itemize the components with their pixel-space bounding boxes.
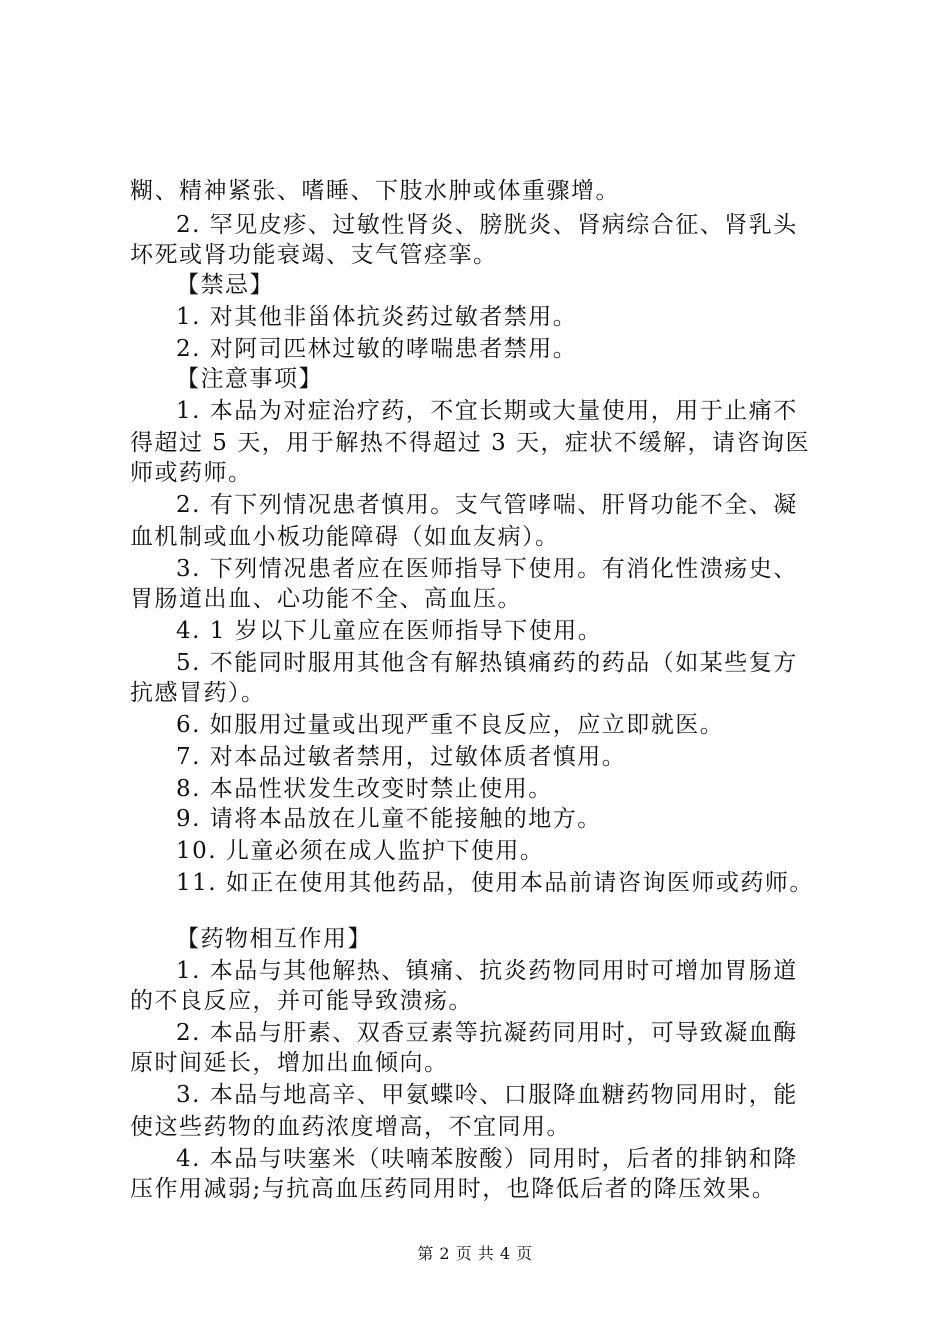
text-line: 使这些药物的血药浓度增高，不宜同用。: [130, 1114, 571, 1140]
text-line: 11. 如正在使用其他药品，使用本品前请咨询医师或药师。: [176, 870, 814, 896]
text-line: 1. 本品与其他解热、镇痛、抗炎药物同用时可增加胃肠道: [176, 958, 798, 984]
text-line: 6. 如服用过量或出现严重不良反应，应立即就医。: [176, 712, 725, 738]
page-number: 第 2 页 共 4 页: [417, 1244, 533, 1263]
text-line: 2. 有下列情况患者慎用。支气管哮喘、肝肾功能不全、凝: [176, 492, 798, 518]
text-line: 5. 不能同时服用其他含有解热镇痛药的药品（如某些复方: [176, 650, 798, 676]
text-line: 师或药师。: [130, 460, 253, 486]
text-line: 坏死或肾功能衰竭、支气管痉挛。: [130, 242, 498, 268]
text-line: 血机制或血小板功能障碍（如血友病）。: [130, 524, 560, 550]
text-line: 胃肠道出血、心功能不全、高血压。: [130, 586, 522, 612]
text-line: 9. 请将本品放在儿童不能接触的地方。: [176, 806, 602, 832]
text-line: 2. 本品与肝素、双香豆素等抗凝药同用时，可导致凝血酶: [176, 1020, 798, 1046]
text-line: 的不良反应，并可能导致溃疡。: [130, 988, 473, 1014]
section-heading-contraindications: 【禁忌】: [176, 272, 274, 298]
text-line: 3. 本品与地高辛、甲氨蝶呤、口服降血糖药物同用时，能: [176, 1082, 798, 1108]
text-line: 10. 儿童必须在成人监护下使用。: [176, 838, 545, 864]
text-line: 4. 本品与呋塞米（呋喃苯胺酸）同用时，后者的排钠和降: [176, 1146, 798, 1172]
text-line: 1. 本品为对症治疗药，不宜长期或大量使用，用于止痛不: [176, 398, 798, 424]
text-line: 4. 1 岁以下儿童应在医师指导下使用。: [176, 618, 603, 644]
text-line: 得超过 5 天，用于解热不得超过 3 天，症状不缓解，请咨询医: [130, 430, 811, 456]
section-heading-interactions: 【药物相互作用】: [176, 926, 372, 952]
text-line: 原时间延长，增加出血倾向。: [130, 1050, 449, 1076]
text-line: 1. 对其他非甾体抗炎药过敏者禁用。: [176, 304, 578, 330]
text-line: 7. 对本品过敏者禁用，过敏体质者慎用。: [176, 744, 627, 770]
section-heading-precautions: 【注意事项】: [176, 366, 323, 392]
text-line: 3. 下列情况患者应在医师指导下使用。有消化性溃疡史、: [176, 556, 798, 582]
text-line: 糊、精神紧张、嗜睡、下肢水肿或体重骤增。: [130, 178, 620, 204]
text-line: 2. 罕见皮疹、过敏性肾炎、膀胱炎、肾病综合征、肾乳头: [176, 212, 798, 238]
text-line: 压作用减弱;与抗高血压药同用时，也降低后者的降压效果。: [130, 1176, 777, 1202]
text-line: 抗感冒药）。: [130, 680, 266, 706]
text-line: 2. 对阿司匹林过敏的哮喘患者禁用。: [176, 336, 578, 362]
text-line: 8. 本品性状发生改变时禁止使用。: [176, 776, 553, 802]
